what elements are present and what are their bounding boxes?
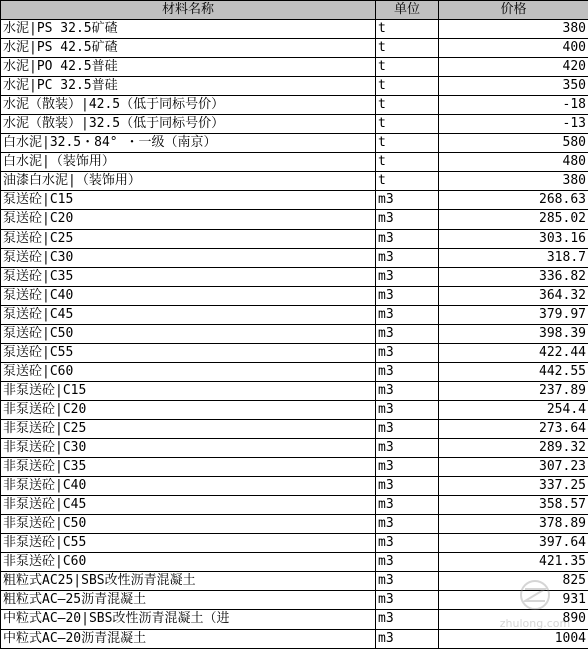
cell-price[interactable]: 1004 [439, 629, 588, 649]
cell-name[interactable]: 泵送砼|C40 [1, 286, 376, 305]
table-row [1, 458, 588, 477]
cell-unit[interactable]: m3 [376, 362, 439, 381]
cell-name[interactable]: 油漆白水泥|（装饰用） [1, 172, 376, 191]
table-row [1, 572, 588, 591]
cell-price[interactable]: 358.57 [439, 496, 588, 515]
cell-price[interactable]: -18 [439, 96, 588, 115]
table-row [1, 610, 588, 629]
cell-unit[interactable]: m3 [376, 629, 439, 649]
cell-price[interactable]: 825 [439, 572, 588, 591]
cell-unit[interactable]: m3 [376, 343, 439, 362]
cell-price[interactable]: 307.23 [439, 458, 588, 477]
cell-unit[interactable]: t [376, 58, 439, 77]
cell-name[interactable]: 水泥（散装）|32.5（低于同标号价） [1, 115, 376, 134]
cell-unit[interactable]: m3 [376, 572, 439, 591]
cell-name[interactable]: 泵送砼|C15 [1, 191, 376, 210]
table-row [1, 381, 588, 400]
cell-unit[interactable]: m3 [376, 515, 439, 534]
cell-unit[interactable]: m3 [376, 610, 439, 629]
table-row [1, 343, 588, 362]
cell-name[interactable]: 非泵送砼|C55 [1, 534, 376, 553]
cell-unit[interactable]: t [376, 115, 439, 134]
cell-name[interactable]: 泵送砼|C45 [1, 305, 376, 324]
table-row [1, 96, 588, 115]
table-row [1, 515, 588, 534]
cell-unit[interactable]: t [376, 153, 439, 172]
cell-name[interactable]: 非泵送砼|C40 [1, 477, 376, 496]
cell-name[interactable]: 泵送砼|C25 [1, 229, 376, 248]
cell-unit[interactable]: m3 [376, 534, 439, 553]
cell-name[interactable]: 非泵送砼|C45 [1, 496, 376, 515]
table-row [1, 20, 588, 39]
cell-price[interactable]: 318.7 [439, 248, 588, 267]
cell-name[interactable]: 泵送砼|C55 [1, 343, 376, 362]
table-row [1, 58, 588, 77]
cell-price[interactable]: 380 [439, 172, 588, 191]
cell-name[interactable]: 泵送砼|C20 [1, 210, 376, 229]
cell-price[interactable]: -13 [439, 115, 588, 134]
cell-price[interactable]: 336.82 [439, 267, 588, 286]
header-row [1, 1, 588, 20]
cell-name[interactable]: 非泵送砼|C20 [1, 400, 376, 419]
table-row [1, 362, 588, 381]
cell-name[interactable]: 非泵送砼|C15 [1, 381, 376, 400]
cell-unit[interactable]: m3 [376, 496, 439, 515]
cell-unit[interactable]: t [376, 20, 439, 39]
cell-price[interactable]: 378.89 [439, 515, 588, 534]
cell-name[interactable]: 粗粒式AC25|SBS改性沥青混凝土 [1, 572, 376, 591]
table-row [1, 534, 588, 553]
cell-unit[interactable]: m3 [376, 191, 439, 210]
cell-price[interactable]: 442.55 [439, 362, 588, 381]
cell-price[interactable]: 931 [439, 591, 588, 610]
cell-name[interactable]: 泵送砼|C35 [1, 267, 376, 286]
cell-name[interactable]: 中粒式AC—20|SBS改性沥青混凝土（进 [1, 610, 376, 629]
cell-name[interactable]: 泵送砼|C60 [1, 362, 376, 381]
cell-name[interactable]: 非泵送砼|C30 [1, 439, 376, 458]
cell-unit[interactable]: m3 [376, 553, 439, 572]
table-row [1, 305, 588, 324]
cell-name[interactable]: 泵送砼|C30 [1, 248, 376, 267]
table-row [1, 629, 588, 649]
cell-name[interactable]: 水泥|PO 42.5普硅 [1, 58, 376, 77]
cell-price[interactable]: 364.32 [439, 286, 588, 305]
cell-price[interactable]: 237.89 [439, 381, 588, 400]
column-header-unit[interactable]: 单位 [376, 1, 439, 20]
cell-name[interactable]: 白水泥|32.5・84° ・一级（南京） [1, 134, 376, 153]
cell-unit[interactable]: m3 [376, 400, 439, 419]
cell-unit[interactable]: t [376, 134, 439, 153]
table-row [1, 153, 588, 172]
table-row [1, 210, 588, 229]
table-row [1, 134, 588, 153]
column-header-price[interactable]: 价格 [439, 1, 588, 20]
table-row [1, 248, 588, 267]
table-row [1, 477, 588, 496]
column-header-name[interactable]: 材料名称 [1, 1, 376, 20]
table-row [1, 439, 588, 458]
table-row [1, 591, 588, 610]
cell-unit[interactable]: t [376, 77, 439, 96]
cell-unit[interactable]: t [376, 172, 439, 191]
cell-unit[interactable]: m3 [376, 248, 439, 267]
table-row [1, 77, 588, 96]
table-row [1, 419, 588, 438]
cell-price[interactable]: 379.97 [439, 305, 588, 324]
table-row [1, 191, 588, 210]
cell-unit[interactable]: m3 [376, 229, 439, 248]
cell-unit[interactable]: m3 [376, 477, 439, 496]
cell-price[interactable]: 397.64 [439, 534, 588, 553]
cell-unit[interactable]: m3 [376, 458, 439, 477]
cell-unit[interactable]: m3 [376, 286, 439, 305]
cell-price[interactable]: 421.35 [439, 553, 588, 572]
watermark-text: zhulong.com [499, 617, 571, 630]
cell-unit[interactable]: m3 [376, 439, 439, 458]
cell-name[interactable]: 水泥|PS 42.5矿碴 [1, 39, 376, 58]
cell-unit[interactable]: m3 [376, 381, 439, 400]
table-row [1, 324, 588, 343]
cell-price[interactable]: 268.63 [439, 191, 588, 210]
cell-name[interactable]: 中粒式AC—20沥青混凝土 [1, 629, 376, 649]
cell-unit[interactable]: m3 [376, 305, 439, 324]
cell-price[interactable]: 580 [439, 134, 588, 153]
cell-name[interactable]: 粗粒式AC—25沥青混凝土 [1, 591, 376, 610]
cell-price[interactable]: 420 [439, 58, 588, 77]
table-row [1, 286, 588, 305]
cell-unit[interactable]: m3 [376, 210, 439, 229]
cell-unit[interactable]: m3 [376, 591, 439, 610]
table-row [1, 496, 588, 515]
cell-price[interactable]: 273.64 [439, 419, 588, 438]
cell-price[interactable]: 398.39 [439, 324, 588, 343]
table-row [1, 172, 588, 191]
table-row [1, 267, 588, 286]
table-row [1, 400, 588, 419]
table-row [1, 553, 588, 572]
cell-name[interactable]: 泵送砼|C50 [1, 324, 376, 343]
cell-price[interactable]: 337.25 [439, 477, 588, 496]
cell-name[interactable]: 水泥|PS 32.5矿碴 [1, 20, 376, 39]
cell-price[interactable]: 350 [439, 77, 588, 96]
cell-price[interactable]: 422.44 [439, 343, 588, 362]
table-row [1, 115, 588, 134]
cell-unit[interactable]: t [376, 96, 439, 115]
table-row [1, 229, 588, 248]
cell-price[interactable]: 400 [439, 39, 588, 58]
cell-price[interactable]: 380 [439, 20, 588, 39]
cell-name[interactable]: 水泥|PC 32.5普硅 [1, 77, 376, 96]
cell-price[interactable]: 254.4 [439, 400, 588, 419]
cell-price[interactable]: 480 [439, 153, 588, 172]
cell-name[interactable]: 非泵送砼|C35 [1, 458, 376, 477]
cell-name[interactable]: 非泵送砼|C25 [1, 419, 376, 438]
cell-name[interactable]: 白水泥|（装饰用） [1, 153, 376, 172]
cell-unit[interactable]: m3 [376, 419, 439, 438]
cell-price[interactable]: 289.32 [439, 439, 588, 458]
cell-unit[interactable]: m3 [376, 324, 439, 343]
cell-name[interactable]: 非泵送砼|C60 [1, 553, 376, 572]
cell-name[interactable]: 水泥（散装）|42.5（低于同标号价） [1, 96, 376, 115]
cell-unit[interactable]: m3 [376, 267, 439, 286]
cell-price[interactable]: 890 [439, 610, 588, 629]
cell-name[interactable]: 非泵送砼|C50 [1, 515, 376, 534]
table-row [1, 39, 588, 58]
cell-price[interactable]: 285.02 [439, 210, 588, 229]
cell-unit[interactable]: t [376, 39, 439, 58]
cell-price[interactable]: 303.16 [439, 229, 588, 248]
